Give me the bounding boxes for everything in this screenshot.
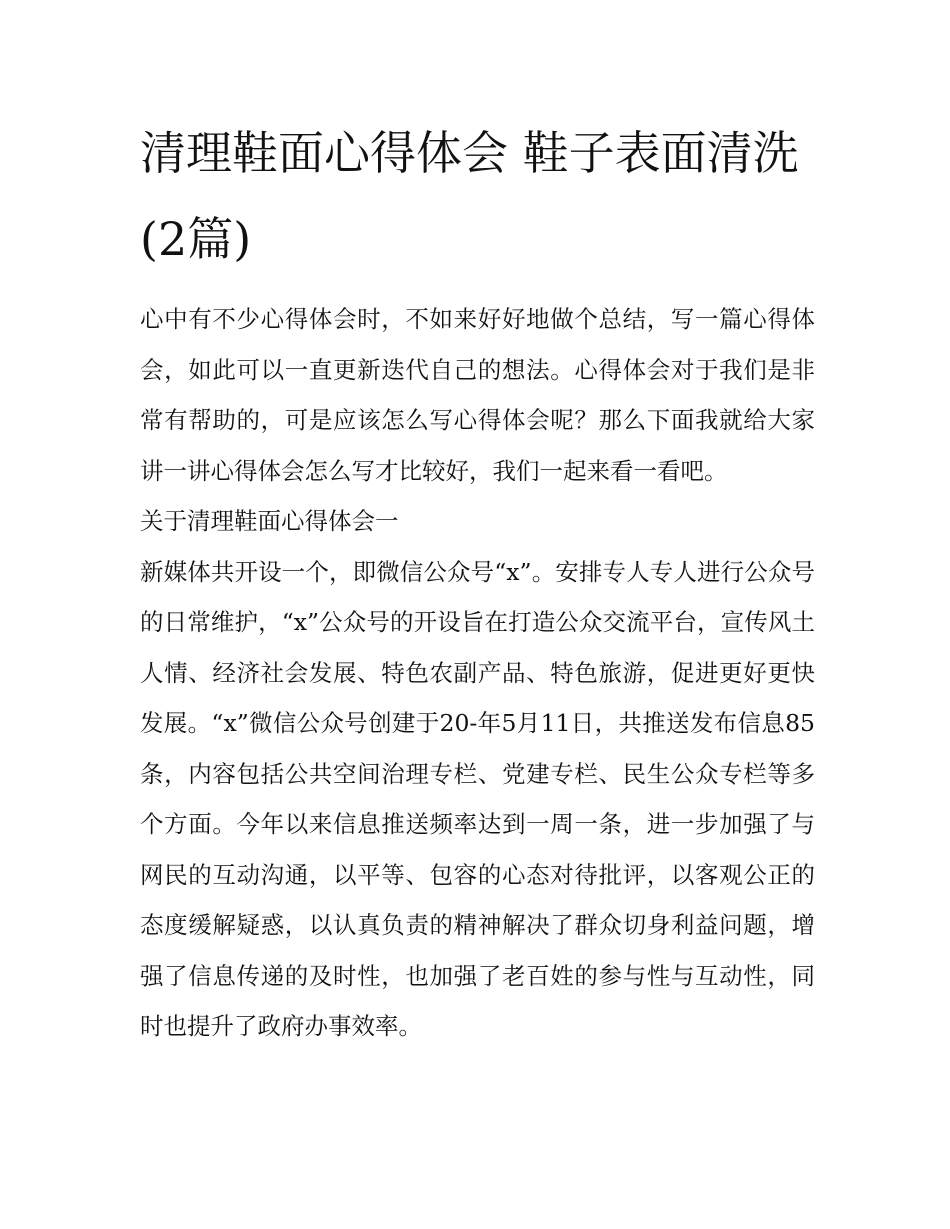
section-body-paragraph: 新媒体共开设一个，即微信公众号“x”。安排专人专人进行公众号的日常维护，“x”公众号的开设旨在打造公众交流平台，宣传风土人情、经济社会发展、特色农副产品、特色旅游，促进更好更快发展。“x”微信公众号创建于20-年5月11日，共推送发布信息85条，内容包括公共空间治理专栏、党建专栏、民生公众专栏等多个方面。今年以来信息推送频率达到一周一条，进一步加强了与网民的互动沟通，以平等、包容的心态对待批评，以客观公正的态度缓解疑惑，以认真负责的精神解决了群众切身利益问题，增强了信息传递的及时性，也加强了老百姓的参与性与互动性，同时也提升了政府办事效率。 [140, 557, 815, 1040]
document-page [140, 110, 815, 1052]
section-heading: 关于清理鞋面心得体会一 [140, 507, 399, 535]
document-title: 清理鞋面心得体会 鞋子表面清洗(2篇) [140, 126, 799, 266]
intro-paragraph: 心中有不少心得体会时，不如来好好地做个总结，写一篇心得体会，如此可以一直更新迭代自己的想法。心得体会对于我们是非常有帮助的，可是应该怎么写心得体会呢？那么下面我就给大家讲一讲心得体会怎么写才比较好，我们一起来看一看吧。 [140, 305, 815, 485]
